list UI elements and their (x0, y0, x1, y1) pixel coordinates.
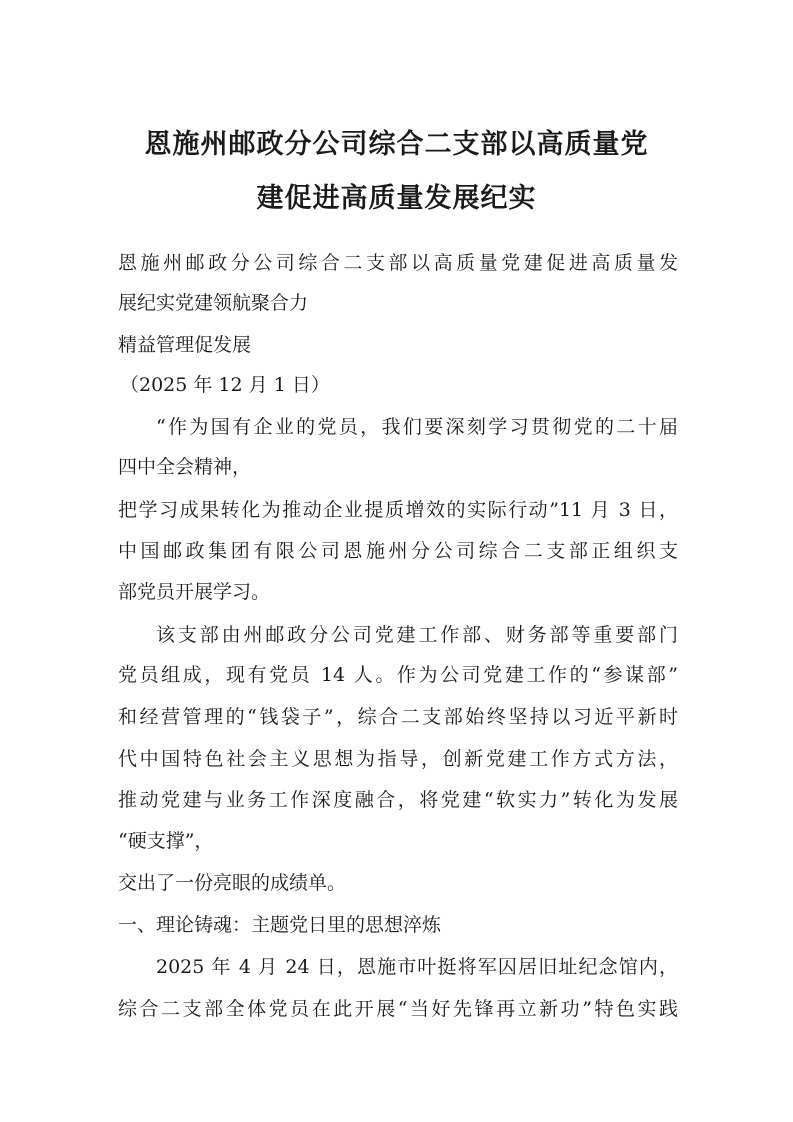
date-line: （2025 年 12 月 1 日） (120, 374, 330, 396)
body-line: 四中全会精神， (118, 456, 252, 478)
body-line: 该支部由州邮政分公司党建工作部、财务部等重要部门 (156, 624, 678, 646)
body-line: 恩施州邮政分公司综合二支部以高质量党建促进高质量发 (118, 252, 678, 274)
document-title (110, 118, 683, 226)
body-line: 中国邮政集团有限公司恩施州分公司综合二支部正组织支 (118, 540, 678, 562)
body-line: 展纪实党建领航聚合力 (118, 292, 309, 314)
body-line: 交出了一份亮眼的成绩单。 (118, 872, 347, 894)
body-line: 把学习成果转化为推动企业提质增效的实际行动”11 月 3 日， (118, 499, 678, 521)
body-line: “硬支撑”， (118, 830, 214, 852)
body-line: 2025 年 4 月 24 日，恩施市叶挺将军囚居旧址纪念馆内， (156, 956, 678, 978)
body-line: 和经营管理的“钱袋子”，综合二支部始终坚持以习近平新时 (118, 706, 678, 728)
body-line: 推动党建与业务工作深度融合，将党建“软实力”转化为发展 (118, 789, 678, 811)
body-line: 精益管理促发展 (118, 334, 252, 356)
body-line: 部党员开展学习。 (118, 581, 271, 603)
title-line-1: 恩施州邮政分公司综合二支部以高质量党 (144, 129, 649, 160)
body-line: 代中国特色社会主义思想为指导，创新党建工作方式方法， (118, 748, 678, 770)
body-line: 党员组成，现有党员 14 人。作为公司党建工作的“参谋部” (118, 664, 678, 686)
title-line-2: 建促进高质量发展纪实 (256, 183, 537, 214)
body-line: 综合二支部全体党员在此开展“当好先锋再立新功”特色实践 (118, 998, 678, 1020)
body-line: “作为国有企业的党员，我们要深刻学习贯彻党的二十届 (156, 416, 678, 438)
section-heading: 一、理论铸魂：主题党日里的思想淬炼 (118, 914, 442, 936)
